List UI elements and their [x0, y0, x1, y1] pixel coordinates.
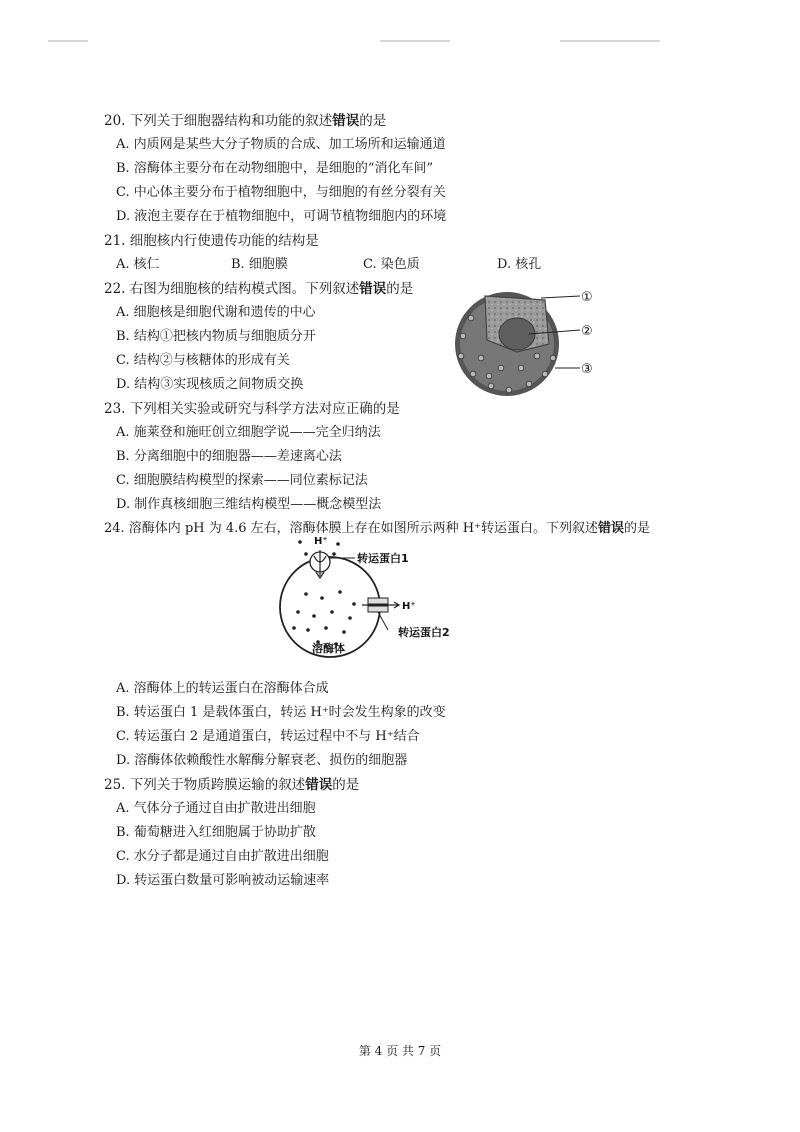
h-ion-top-label: H⁺ — [314, 536, 328, 547]
question-25-stem — [104, 776, 359, 794]
question-21-option-d: D. 核孔 — [497, 257, 542, 272]
question-24-option-c: C. 转运蛋白 2 是通道蛋白，转运过程中不与 H⁺结合 — [116, 729, 420, 744]
label-2: ② — [581, 324, 593, 339]
h-ion-right-label: H⁺ — [402, 601, 416, 612]
question-21-stem: 21. 细胞核内行使遗传功能的结构是 — [104, 233, 319, 249]
question-20-stem — [104, 112, 386, 130]
question-22-option-c: C. 结构②与核糖体的形成有关 — [116, 353, 290, 368]
stem-emphasis: 错误 — [359, 281, 387, 297]
question-23-option-b: B. 分离细胞中的细胞器——差速离心法 — [116, 449, 342, 464]
question-25-option-d: D. 转运蛋白数量可影响被动运输速率 — [116, 873, 330, 888]
question-21-option-b: B. 细胞膜 — [231, 257, 288, 272]
question-20-option-a: A. 内质网是某些大分子物质的合成、加工场所和运输通道 — [116, 137, 446, 152]
question-24-option-a: A. 溶酶体上的转运蛋白在溶酶体合成 — [116, 681, 329, 696]
lysosome-label: 溶酶体 — [312, 642, 345, 655]
label-1: ① — [581, 290, 593, 305]
stem-text: 22. 右图为细胞核的结构模式图。下列叙述 — [104, 281, 360, 297]
question-22-option-d: D. 结构③实现核质之间物质交换 — [116, 377, 304, 392]
question-23-stem: 23. 下列相关实验或研究与科学方法对应正确的是 — [104, 401, 400, 417]
question-20-option-d: D. 液泡主要存在于植物细胞中，可调节植物细胞内的环境 — [116, 209, 447, 224]
stem-emphasis: 错误 — [598, 521, 625, 536]
scan-artifact — [380, 40, 450, 42]
stem-emphasis: 错误 — [332, 113, 360, 129]
scan-artifact — [560, 40, 660, 42]
label-line-1 — [541, 296, 580, 298]
question-25-option-c: C. 水分子都是通过自由扩散进出细胞 — [116, 849, 329, 864]
question-22-stem — [104, 280, 413, 298]
stem-text: 25. 下列关于物质跨膜运输的叙述 — [104, 777, 306, 793]
question-22-option-b: B. 结构①把核内物质与细胞质分开 — [116, 329, 316, 344]
h-ions-inside — [292, 590, 356, 646]
stem-text: 的是 — [386, 281, 414, 297]
lysosome-diagram — [270, 532, 500, 662]
question-23-option-a: A. 施莱登和施旺创立细胞学说——完全归纳法 — [116, 425, 381, 440]
stem-text: 的是 — [624, 521, 651, 536]
stem-emphasis: 错误 — [305, 777, 333, 793]
protein2-label: 转运蛋白2 — [398, 626, 450, 639]
question-23-option-d: D. 制作真核细胞三维结构模型——概念模型法 — [116, 497, 382, 512]
question-24-option-b: B. 转运蛋白 1 是载体蛋白，转运 H⁺时会发生构象的改变 — [116, 705, 446, 720]
question-25-option-a: A. 气体分子通过自由扩散进出细胞 — [116, 801, 316, 816]
question-22-option-a: A. 细胞核是细胞代谢和遗传的中心 — [116, 305, 316, 320]
stem-text: 的是 — [359, 113, 387, 129]
transport-protein-1 — [310, 550, 330, 578]
question-20-option-c: C. 中心体主要分布于植物细胞中，与细胞的有丝分裂有关 — [116, 185, 446, 200]
transport-protein-2 — [362, 598, 399, 612]
label-3: ③ — [581, 362, 593, 377]
stem-text: 的是 — [332, 777, 360, 793]
page-number: 第 4 页 共 7 页 — [358, 1044, 442, 1058]
question-25-option-b: B. 葡萄糖进入红细胞属于协助扩散 — [116, 825, 316, 840]
scan-artifact — [48, 40, 88, 42]
question-21-option-a: A. 核仁 — [116, 257, 160, 272]
question-23-option-c: C. 细胞膜结构模型的探索——同位素标记法 — [116, 473, 368, 488]
question-20-option-b: B. 溶酶体主要分布在动物细胞中，是细胞的“消化车间” — [116, 161, 434, 176]
stem-text: 24. 溶酶体内 pH 为 4.6 左右，溶酶体膜上存在如图所示两种 H⁺转运蛋白。下列叙述 — [104, 521, 599, 536]
protein1-label: 转运蛋白1 — [357, 552, 409, 565]
nucleus-diagram — [445, 282, 610, 402]
question-24-option-d: D. 溶酶体依赖酸性水解酶分解衰老、损伤的细胞器 — [116, 753, 408, 768]
stem-text: 20. 下列关于细胞器结构和功能的叙述 — [104, 113, 333, 129]
question-21-option-c: C. 染色质 — [363, 257, 420, 272]
protein2-leader — [378, 612, 388, 630]
